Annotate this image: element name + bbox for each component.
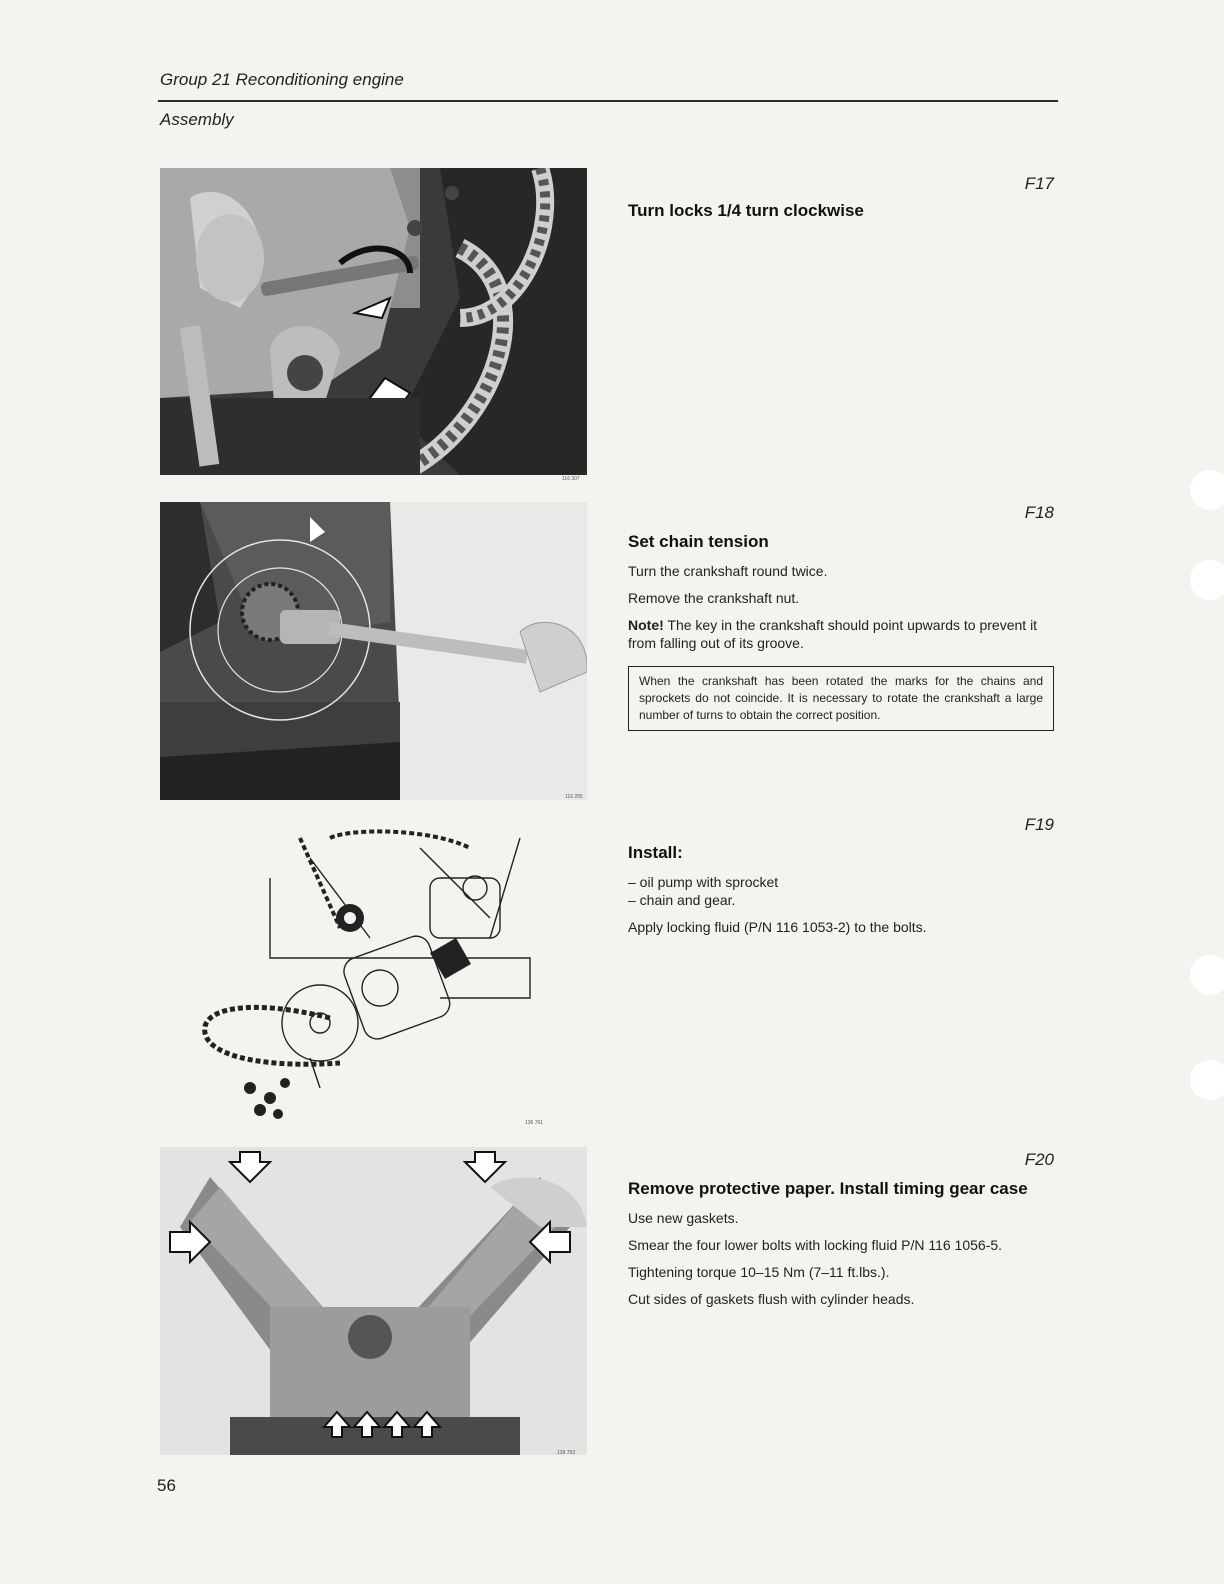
figure-f17-label: F17	[1024, 174, 1054, 193]
list-item: – oil pump with sprocket	[628, 874, 779, 890]
binder-hole	[1190, 470, 1224, 510]
figure-f18-text	[628, 532, 1054, 731]
page-number: 56	[157, 1476, 176, 1495]
figure-f20-text	[628, 1179, 1054, 1317]
figure-f18-note	[628, 616, 1054, 652]
figure-f19-list	[628, 873, 1054, 909]
figure-f19-drawing	[190, 818, 550, 1128]
figure-f17-text	[628, 201, 1054, 231]
figure-f18-line-1: Turn the crankshaft round twice.	[628, 563, 828, 579]
binder-hole	[1190, 955, 1224, 995]
figure-f20-line-2: Smear the four lower bolts with locking fluid P/N 116 1056-5.	[628, 1237, 1003, 1253]
figure-f19-code: 136 761	[525, 1120, 544, 1126]
figure-f18-notebox: When the crankshaft has been rotated the marks for the chains and sprockets do not coincide. It is necessary to rotate the crankshaft a large number of turns to obtain the correct position.	[628, 666, 1054, 731]
list-item: – chain and gear.	[628, 892, 736, 908]
figure-f20-photo	[160, 1147, 587, 1455]
note-text: The key in the crankshaft should point upwards to prevent it from falling out of its groove.	[628, 617, 1038, 651]
figure-f17-title: Turn locks 1/4 turn clockwise	[628, 201, 864, 220]
figure-f17-code: 116 307	[562, 476, 580, 482]
figure-f18-photo	[160, 502, 587, 800]
figure-f20-line-3: Tightening torque 10–15 Nm (7–11 ft.lbs.).	[628, 1264, 890, 1280]
figure-f18-line-2: Remove the crankshaft nut.	[628, 590, 800, 606]
figure-f20-line-4: Cut sides of gaskets flush with cylinder heads.	[628, 1291, 915, 1307]
figure-f20-line-1: Use new gaskets.	[628, 1210, 739, 1226]
figure-f17-photo	[160, 168, 587, 475]
figure-f20-label: F20	[1024, 1150, 1054, 1169]
figure-f19-line: Apply locking fluid (P/N 116 1053-2) to the bolts.	[628, 919, 927, 935]
section-header: Group 21 Reconditioning engine	[160, 70, 404, 89]
header-rule	[158, 100, 1058, 102]
figure-f20-code: 139 753	[557, 1450, 576, 1456]
figure-f19-label: F19	[1024, 815, 1054, 834]
figure-f19-title: Install:	[628, 843, 683, 862]
figure-f20-title: Remove protective paper. Install timing gear case	[628, 1179, 1028, 1198]
binder-hole	[1190, 560, 1224, 600]
binder-hole	[1190, 1060, 1224, 1100]
note-prefix: Note!	[628, 617, 664, 633]
figure-f18-label: F18	[1024, 503, 1054, 522]
section-subtitle: Assembly	[160, 110, 234, 129]
figure-f19-text	[628, 843, 1054, 945]
figure-f18-title: Set chain tension	[628, 532, 769, 551]
figure-f18-code: 116 205	[565, 794, 583, 800]
